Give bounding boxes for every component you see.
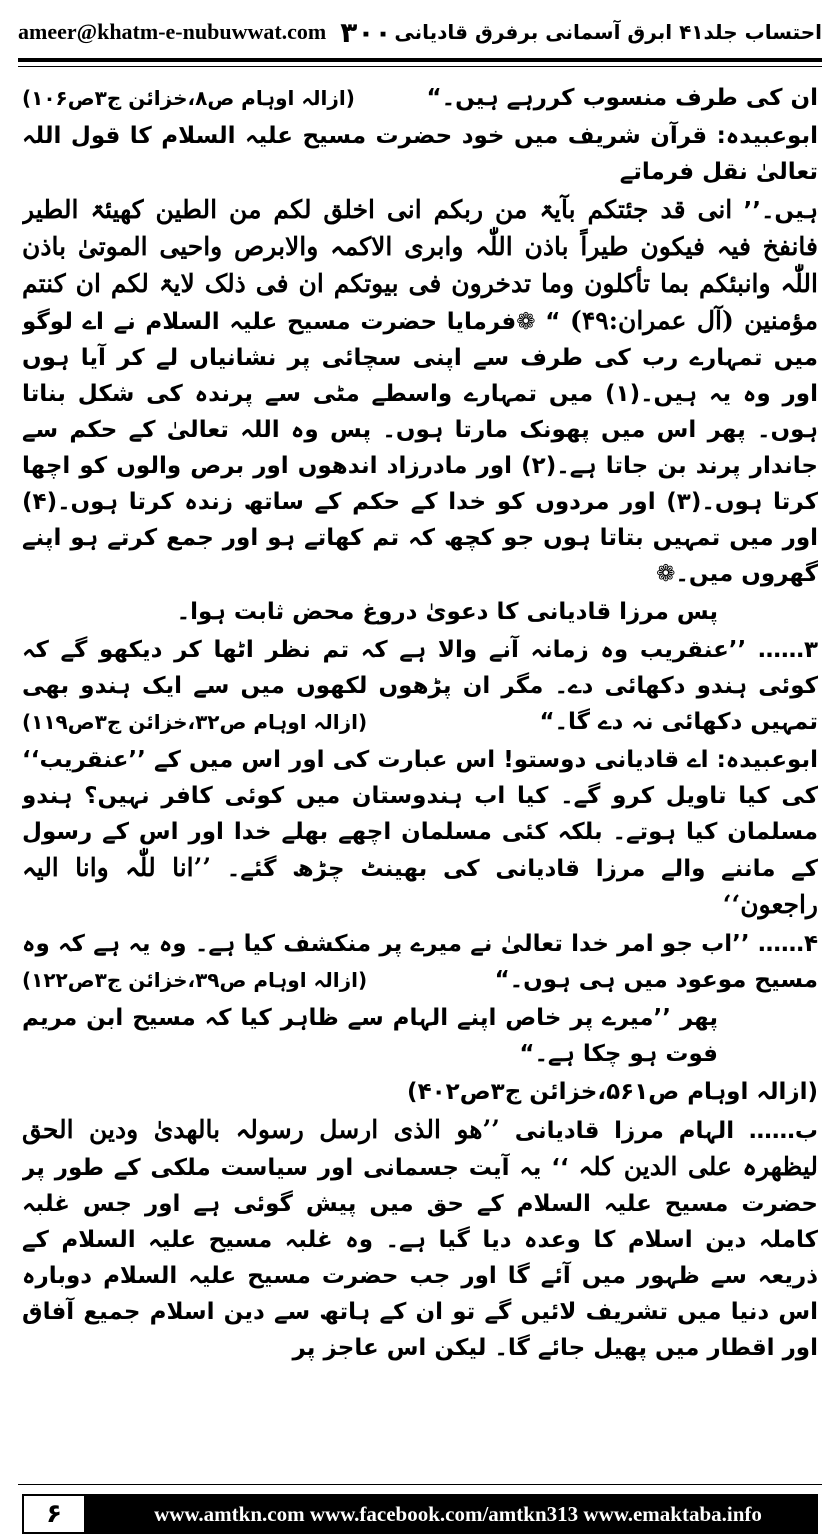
paragraph-9-lead: ب…… الہام مرزا قادیانی bbox=[514, 1118, 818, 1144]
paragraph-6 bbox=[22, 742, 818, 924]
paragraph-7-text: ۴…… ’’اب جو امر خدا تعالیٰ نے میرے پر منکشف کیا ہے۔ وہ یہ ہے کہ وہ مسیح موعود میں ہی ہوں۔“ bbox=[22, 931, 818, 993]
header-email: ameer@khatm-e-nubuwwat.com bbox=[18, 19, 327, 44]
paragraph-3-translation: “ ❁فرمایا حضرت مسیح علیہ السلام نے اے لوگو میں تمہارے رب کی طرف سے اپنی سچائی پر نشانیاں لے کر آیا ہوں اور وہ یہ ہیں۔(۱) میں تمہارے واسطے مٹی سے پرندہ کی شکل بناتا ہوں۔ پھر اس میں پھونک مارتا ہوں۔ پس وہ اللہ تعالیٰ کے حکم سے جاندار پرند بن جاتا ہے۔(۲) اور مادرزاد اندھوں اور برص والوں کو اچھا کرتا ہوں۔(۳) اور مردوں کو خدا کے حکم کے ساتھ زندہ کرتا ہوں۔(۴) اور میں تمہیں بتاتا ہوں جو کچھ کہ تم کھاتے ہو اور جمع کرتے ہو اپنے گھروں میں۔❁ bbox=[22, 309, 818, 587]
paragraph-6-text: ابوعبیدہ: اے قادیانی دوستو! اس عبارت کی اور اس میں کے ’’عنقریب‘‘ کی کیا تاویل کرو گے۔ کیا اب ہندوستان میں کوئی کافر نہیں؟ ہندو مسلمان کیا ہوتے۔ بلکہ کئی مسلمان اچھے بھلے خدا اور اس کے رسول کے ماننے والے مرزا قادیانی کی بھینٹ چڑھ گئے۔ bbox=[22, 747, 818, 882]
paragraph-7 bbox=[22, 926, 818, 998]
reference-5: (ازالہ اوہام ص۳۲،خزائن ج۳ص۱۱۹) bbox=[22, 710, 368, 734]
paragraph-9 bbox=[22, 1112, 818, 1366]
header-page-number: ۳۰۰ bbox=[340, 15, 392, 49]
paragraph-3-lead: ہیں۔’’ bbox=[743, 198, 818, 224]
header-book-title: احتساب جلد۴۱ ابرق آسمانی برفرق قادیانی bbox=[394, 20, 822, 44]
footer-page-number: ۶ bbox=[22, 1494, 86, 1534]
paragraph-9-text: ‘‘ یہ آیت جسمانی اور سیاست ملکی کے طور پر حضرت مسیح علیہ السلام کے حق میں پیش گوئی ہے اور جس غلبہ کاملہ دین اسلام کا وعدہ دیا گیا ہے۔ وہ غلبہ مسیح علیہ السلام کے ذریعہ سے ظہور میں آئے گا اور جب حضرت مسیح علیہ السلام دوبارہ اس دنیا میں تشریف لائیں گے تو ان کے ہاتھ سے دین اسلام جمیع آفاق اور اقطار میں پھیل جائے گا۔ لیکن اس عاجز پر bbox=[22, 1155, 818, 1361]
header-left bbox=[18, 16, 392, 49]
reference-7: (ازالہ اوہام ص۳۹،خزائن ج۳ص۱۲۲) bbox=[22, 968, 368, 992]
paragraph-1 bbox=[22, 80, 818, 116]
paragraph-9-arabic: ’’ھو الذی ارسل رسولہ بالھدیٰ ودین الحق لیظھرہ علی الدین کلہ bbox=[22, 1115, 818, 1181]
page-footer bbox=[0, 1484, 840, 1540]
footer-rule bbox=[18, 1484, 822, 1485]
paragraph-8: پھر ’’میرے پر خاص اپنے الہام سے ظاہر کیا کہ مسیح ابن مریم فوت ہو چکا ہے۔“ bbox=[22, 1005, 718, 1067]
paragraph-3 bbox=[22, 192, 818, 592]
reference-1: (ازالہ اوہام ص۸،خزائن ج۳ص۱۰۶) bbox=[22, 86, 355, 110]
paragraph-6-arabic: ’’انا للّٰہ وانا الیہ راجعون‘‘ bbox=[22, 853, 818, 919]
paragraph-8-ref-line bbox=[22, 1074, 818, 1110]
page-body bbox=[22, 80, 818, 1460]
paragraph-2: ابوعبیدہ: قرآن شریف میں خود حضرت مسیح علیہ السلام کا قول اللہ تعالیٰ نقل فرماتے bbox=[22, 123, 818, 185]
footer-bar bbox=[22, 1494, 818, 1534]
header-rule-thin bbox=[18, 66, 822, 67]
paragraph-4: پس مرزا قادیانی کا دعویٰ دروغ محض ثابت ہوا۔ bbox=[176, 599, 718, 625]
page-header bbox=[18, 10, 822, 54]
paragraph-1-text: ان کی طرف منسوب کررہے ہیں۔“ bbox=[426, 85, 818, 111]
reference-8: (ازالہ اوہام ص۵۶۱،خزائن ج۳ص۴۰۲) bbox=[407, 1079, 818, 1105]
paragraph-5-text: ۳…… ’’عنقریب وہ زمانہ آنے والا ہے کہ تم نظر اٹھا کر دیکھو گے کہ کوئی ہندو دکھائی دے۔ مگر ان پڑھوں لکھوں میں سے ایک ہندو بھی تمہیں دکھائی نہ دے گا۔“ bbox=[22, 637, 818, 735]
header-rule-thick bbox=[18, 58, 822, 62]
footer-links: www.amtkn.com www.facebook.com/amtkn313 www.emaktaba.info bbox=[154, 1501, 762, 1526]
paragraph-5 bbox=[22, 632, 818, 740]
quran-verse-arabic: انی قد جئتکم بآیۃ من ربکم انی اخلق لکم من الطین کھیئۃ الطیر فانفخ فیہ فیکون طیراً باذن اللّٰہ وابری الاکمہ والابرص واحیی الموتیٰ باذن اللّٰہ وانبئکم بما تأکلون وما تدخرون فی بیوتکم ان فی ذلک لایۃ لکم ان کنتم مؤمنین (آل عمران:۴۹) bbox=[22, 195, 818, 335]
